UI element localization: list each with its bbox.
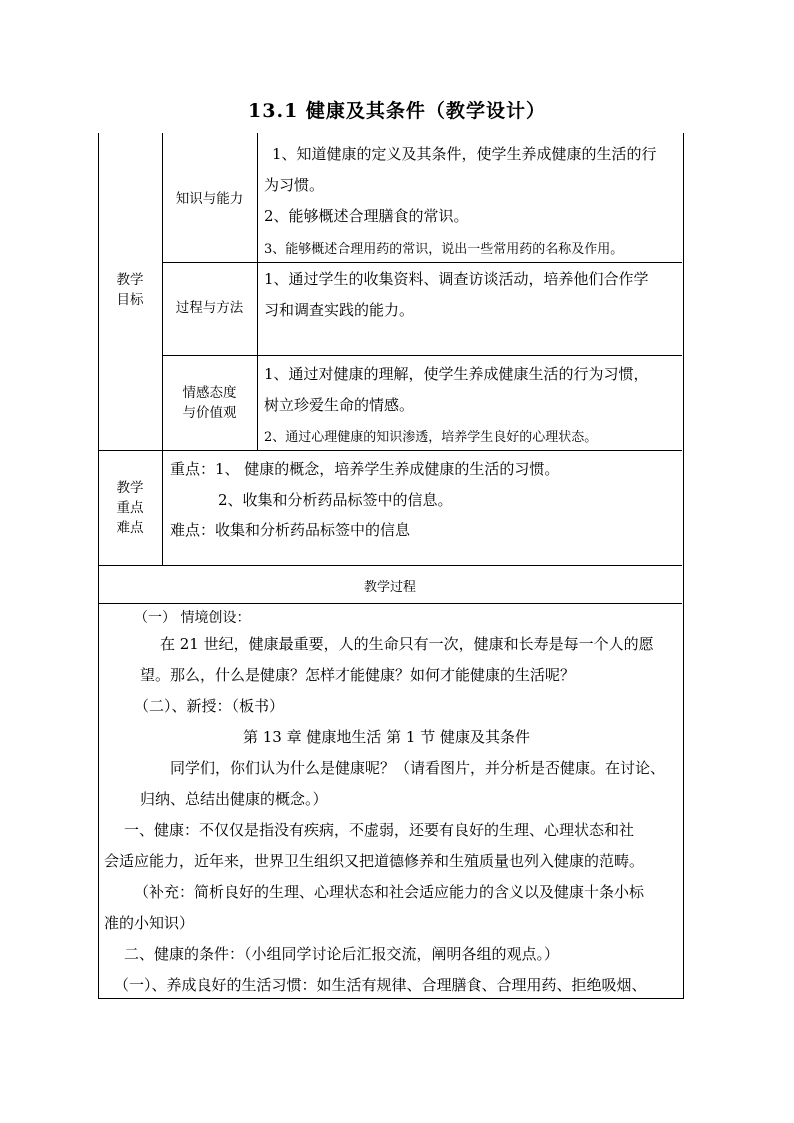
knowledge-line-4: 3、能够概述合理用药的常识，说出一些常用药的名称及作用。 bbox=[264, 242, 624, 257]
keypoints-label-line1: 教学 bbox=[116, 480, 144, 496]
divider-keypoints-col bbox=[162, 450, 163, 565]
divider-row-goals bbox=[98, 450, 682, 451]
process-text-line: 会适应能力，近年来，世界卫生组织又把道德修养和生殖质量也列入健康的范畴。 bbox=[104, 852, 645, 870]
emotion-label-line1: 情感态度 bbox=[182, 385, 237, 401]
process-line-1: 1、通过学生的收集资料、调查访谈活动，培养他们合作学 bbox=[264, 270, 649, 288]
process-text-line: 在 21 世纪，健康最重要，人的生命只有一次，健康和长寿是每一个人的愿 bbox=[160, 635, 654, 653]
process-text-line: 第 13 章 健康地生活 第 1 节 健康及其条件 bbox=[243, 728, 531, 746]
knowledge-line-1: 1、知道健康的定义及其条件，使学生养成健康的生活的行 bbox=[272, 145, 657, 163]
process-text-line: 准的小知识） bbox=[104, 914, 195, 932]
emotion-line-2: 树立珍爱生命的情感。 bbox=[264, 396, 415, 414]
process-text-line: （补充：简析良好的生理、心理状态和社会适应能力的含义以及健康十条小标 bbox=[134, 883, 645, 901]
keypoints-label-line2: 重点 bbox=[116, 500, 144, 516]
process-text-line: （一） 情境创设： bbox=[134, 610, 251, 626]
keypoints-line-1: 重点：1、 健康的概念，培养学生养成健康的生活的习惯。 bbox=[170, 460, 560, 478]
process-text-line: （一）、养成良好的生活习惯：如生活有规律、合理膳食、合理用药、拒绝吸烟、 bbox=[114, 976, 647, 994]
process-text-line: 二、健康的条件：（小组同学讨论后汇报交流，阐明各组的观点。） bbox=[124, 945, 560, 963]
keypoints-line-2: 2、收集和分析药品标签中的信息。 bbox=[218, 491, 453, 509]
divider-row-header bbox=[98, 603, 682, 604]
knowledge-line-2: 为习惯。 bbox=[264, 176, 325, 194]
keypoints-line-3: 难点：收集和分析药品标签中的信息 bbox=[170, 521, 411, 539]
keypoints-label bbox=[98, 478, 162, 538]
goals-label bbox=[98, 270, 162, 310]
process-text-line: 望。那么，什么是健康？怎样才能健康？如何才能健康的生活呢？ bbox=[140, 666, 576, 684]
process-text-line: 一、健康：不仅仅是指没有疾病，不虚弱，还要有良好的生理、心理状态和社 bbox=[124, 821, 635, 839]
emotion-line-3: 2、通过心理健康的知识渗透，培养学生良好的心理状态。 bbox=[264, 430, 598, 445]
process-text-line: 同学们，你们认为什么是健康呢？（请看图片，并分析是否健康。在讨论、 bbox=[170, 759, 666, 777]
divider-row-keypoints bbox=[98, 565, 682, 566]
process-text-line: （二）、新授：（板书） bbox=[134, 697, 285, 715]
emotion-label bbox=[162, 383, 257, 423]
process-line-2: 习和调查实践的能力。 bbox=[264, 301, 415, 319]
knowledge-label: 知识与能力 bbox=[175, 191, 244, 207]
keypoints-label-line3: 难点 bbox=[116, 520, 144, 536]
goals-label-line1: 教学 bbox=[116, 272, 144, 288]
knowledge-line-3: 2、能够概述合理膳食的常识。 bbox=[264, 207, 469, 225]
emotion-line-1: 1、通过对健康的理解，使学生养成健康生活的行为习惯， bbox=[264, 365, 649, 383]
divider-col-2 bbox=[257, 133, 258, 450]
divider-row-process bbox=[162, 355, 682, 356]
divider-row-knowledge bbox=[162, 262, 682, 263]
process-text-line: 归纳、总结出健康的概念。） bbox=[140, 790, 328, 808]
goals-label-line2: 目标 bbox=[116, 292, 144, 308]
process-method-label: 过程与方法 bbox=[175, 300, 244, 316]
process-section-header: 教学过程 bbox=[363, 580, 416, 595]
page-title: 13.1 健康及其条件（教学设计） bbox=[248, 100, 546, 122]
emotion-label-line2: 与价值观 bbox=[182, 405, 237, 421]
